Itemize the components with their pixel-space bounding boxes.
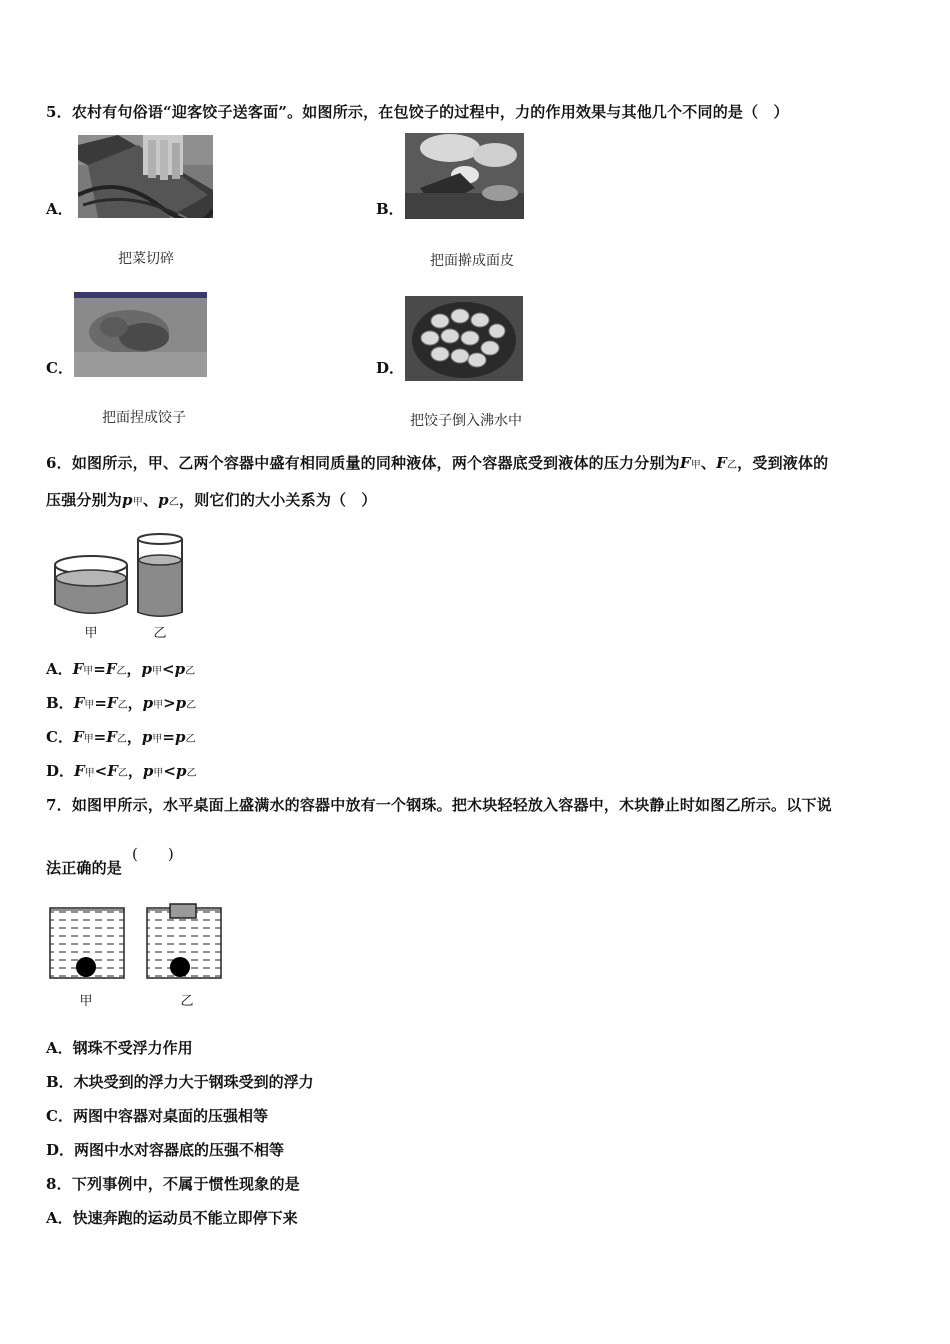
question-5-stem: 5．农村有句俗语“迎客饺子送客面”。如图所示，在包饺子的过程中，力的作用效果与其他几个不同的是（ ） bbox=[46, 103, 789, 121]
q6-sub-yi: 乙 bbox=[185, 734, 196, 745]
q8-option-a: A．快速奔跑的运动员不能立即停下来 bbox=[46, 1209, 298, 1227]
q6-stem-text-a: 6．如图所示，甲、乙两个容器中盛有相同质量的同种液体，两个容器底受到液体的压力分别为 bbox=[46, 454, 680, 472]
q6-var-p: p bbox=[174, 660, 186, 678]
q6-comma: ， bbox=[126, 728, 142, 746]
q6-var-f: F bbox=[74, 762, 85, 780]
q6-var-p: p bbox=[142, 694, 154, 712]
q6-sub-jia: 甲 bbox=[84, 700, 95, 711]
q6-option-c-label: C． bbox=[46, 728, 73, 746]
q6-sub-yi: 乙 bbox=[168, 497, 180, 508]
q7-answer-bracket: ( ) bbox=[132, 845, 174, 863]
q6-sub-jia: 甲 bbox=[84, 768, 95, 779]
q6-stem-text-d: ，则它们的大小关系为（ ） bbox=[179, 491, 377, 509]
q6-sub-yi: 乙 bbox=[116, 734, 127, 745]
question-7-stem-line1: 7．如图甲所示，水平桌面上盛满水的容器中放有一个钢珠。把木块轻轻放入容器中，木块静止时如图乙所示。以下说 bbox=[46, 796, 832, 814]
q6-option-a-label: A． bbox=[46, 660, 73, 678]
q6-comma: ， bbox=[127, 762, 143, 780]
q7-containers-figure bbox=[46, 900, 231, 1015]
q6-var-p: p bbox=[175, 694, 187, 712]
q6-option-c-rel2: = bbox=[162, 728, 175, 746]
q5-option-a-caption: 把菜切碎 bbox=[118, 251, 174, 267]
q6-option-d-label: D． bbox=[46, 762, 75, 780]
question-6-stem-line2 bbox=[46, 489, 377, 510]
q6-var-p: p bbox=[141, 660, 153, 678]
q6-sub-jia: 甲 bbox=[83, 734, 94, 745]
q6-var-p: p bbox=[174, 728, 186, 746]
q7-option-b: B．木块受到的浮力大于钢珠受到的浮力 bbox=[46, 1073, 314, 1091]
q6-var-f: F bbox=[679, 454, 691, 472]
q6-sub-jia: 甲 bbox=[153, 700, 164, 711]
q6-sub-yi: 乙 bbox=[185, 666, 196, 677]
q6-var-p: p bbox=[176, 762, 187, 780]
q7-option-a: A．钢珠不受浮力作用 bbox=[46, 1039, 193, 1057]
q7-option-d: D．两图中水对容器底的压强不相等 bbox=[46, 1141, 285, 1159]
q6-option-a-rel2: < bbox=[162, 660, 175, 678]
q6-sub-jia: 甲 bbox=[690, 460, 701, 471]
q5-photo-shaping-dumplings bbox=[74, 292, 207, 377]
q6-label-yi: 乙 bbox=[153, 626, 167, 641]
q6-option-c-rel1: = bbox=[93, 728, 107, 746]
q6-var-p: p bbox=[158, 491, 169, 509]
q6-sub-yi: 乙 bbox=[186, 768, 197, 779]
q6-option-d-rel2: < bbox=[163, 762, 176, 780]
q7-containers-diagram bbox=[46, 900, 231, 985]
q6-sub-yi: 乙 bbox=[116, 666, 127, 677]
q6-var-f: F bbox=[105, 660, 117, 678]
q6-var-f: F bbox=[73, 694, 85, 712]
q6-sub-yi: 乙 bbox=[117, 768, 128, 779]
question-6-stem-line1 bbox=[46, 452, 828, 473]
q6-label-jia: 甲 bbox=[84, 626, 98, 641]
q6-option-c bbox=[46, 726, 195, 747]
q6-var-p: p bbox=[142, 762, 154, 780]
q6-stem-text-c: 压强分别为 bbox=[46, 491, 123, 509]
q5-option-d-caption: 把饺子倒入沸水中 bbox=[410, 413, 522, 429]
q6-separator: 、 bbox=[700, 454, 717, 472]
question-8-stem: 8．下列事例中，不属于惯性现象的是 bbox=[46, 1175, 300, 1193]
q5-option-c-label: C． bbox=[46, 359, 73, 377]
q6-var-f: F bbox=[106, 728, 117, 746]
q6-sub-yi: 乙 bbox=[117, 700, 128, 711]
q6-option-b-rel1: = bbox=[94, 694, 107, 712]
q5-option-a-label: A． bbox=[46, 200, 73, 218]
q6-option-d bbox=[46, 760, 197, 781]
q6-var-f: F bbox=[106, 694, 118, 712]
q6-sub-jia: 甲 bbox=[153, 768, 164, 779]
q6-var-f: F bbox=[107, 762, 118, 780]
q7-label-jia: 甲 bbox=[79, 994, 93, 1009]
q6-containers-diagram bbox=[50, 530, 190, 620]
q6-comma: ， bbox=[127, 694, 143, 712]
q6-option-a-rel1: = bbox=[93, 660, 106, 678]
q6-var-f: F bbox=[72, 660, 84, 678]
q5-option-c-caption: 把面捏成饺子 bbox=[102, 410, 186, 426]
q6-comma: ， bbox=[126, 660, 142, 678]
question-7-stem-line2: 法正确的是 bbox=[46, 859, 123, 877]
q5-option-b-caption: 把面擀成面皮 bbox=[430, 253, 514, 269]
q6-separator: 、 bbox=[142, 491, 159, 509]
q6-option-b bbox=[46, 692, 196, 713]
q6-sub-jia: 甲 bbox=[132, 497, 143, 508]
q6-sub-jia: 甲 bbox=[152, 666, 163, 677]
q6-option-b-rel2: > bbox=[163, 694, 176, 712]
q5-option-b-label: B． bbox=[376, 200, 404, 218]
q6-var-p: p bbox=[122, 491, 133, 509]
q6-option-b-label: B． bbox=[46, 694, 74, 712]
q5-option-d-label: D． bbox=[376, 359, 405, 377]
q6-stem-text-b: ，受到液体的 bbox=[737, 454, 829, 472]
q6-option-d-rel1: < bbox=[94, 762, 108, 780]
q7-label-yi: 乙 bbox=[180, 994, 194, 1009]
q6-sub-yi: 乙 bbox=[726, 460, 738, 471]
q6-var-f: F bbox=[716, 454, 727, 472]
q6-containers-figure bbox=[50, 530, 190, 640]
q6-sub-jia: 甲 bbox=[83, 666, 94, 677]
q7-option-c: C．两图中容器对桌面的压强相等 bbox=[46, 1107, 268, 1125]
q6-sub-jia: 甲 bbox=[152, 734, 163, 745]
q6-var-p: p bbox=[141, 728, 153, 746]
q6-var-f: F bbox=[72, 728, 84, 746]
q6-sub-yi: 乙 bbox=[186, 700, 197, 711]
q5-photo-dumplings-in-water bbox=[405, 296, 523, 381]
q5-photo-cutting-vegetables bbox=[78, 135, 213, 218]
q6-option-a bbox=[46, 658, 195, 679]
q5-photo-rolling-dough bbox=[405, 133, 524, 219]
